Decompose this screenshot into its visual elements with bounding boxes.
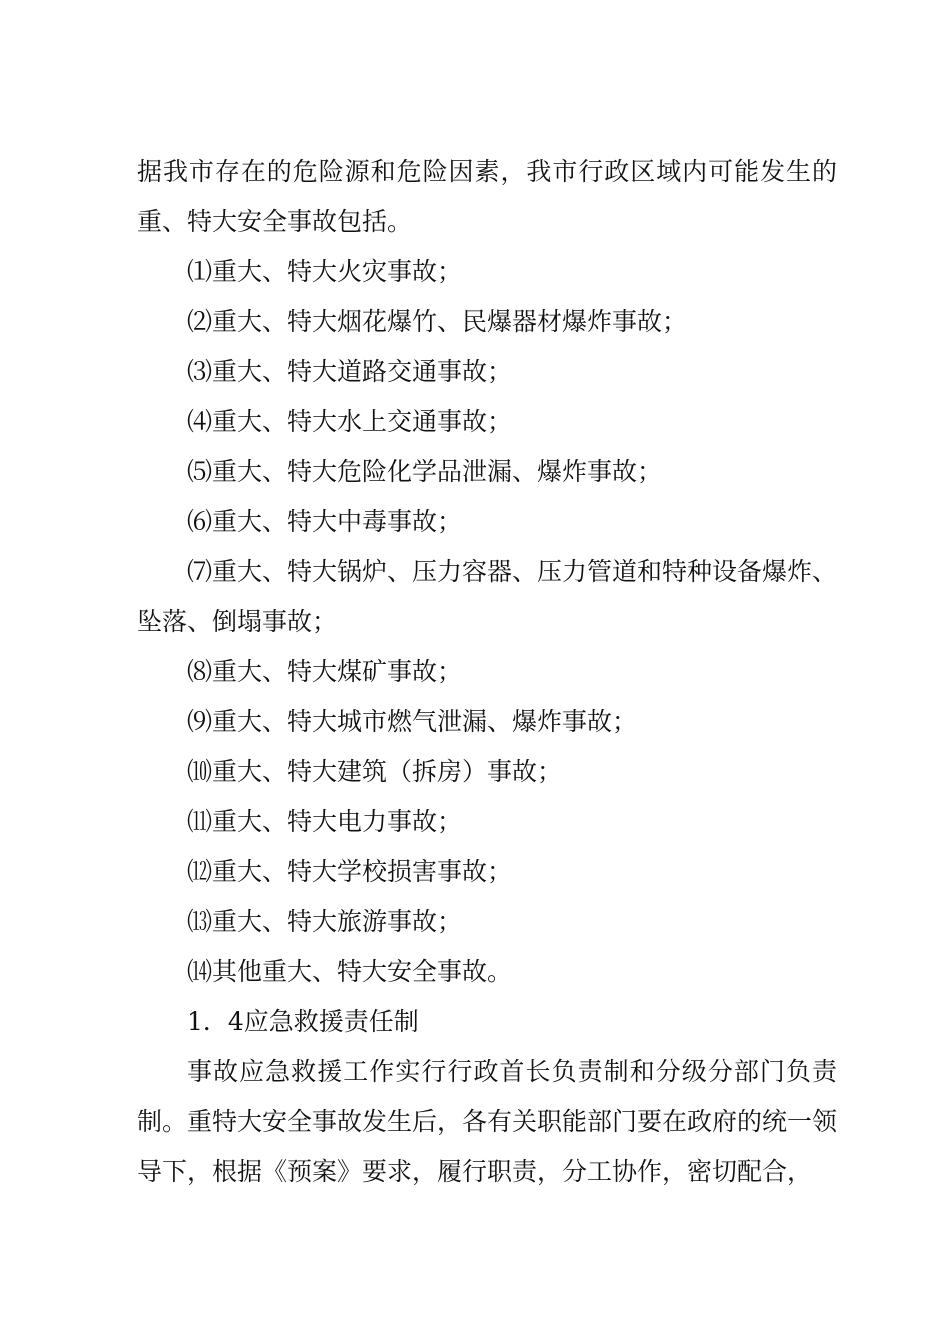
section-body-paragraph: 事故应急救援工作实行行政首长负责制和分级分部门负责制。重特大安全事故发生后，各有关职能部门要在政府的统一领导下，根据《预案》要求，履行职责，分工协作，密切配合， bbox=[137, 1057, 838, 1186]
section-heading: 1．4应急救援责任制 bbox=[187, 1007, 419, 1036]
document-body bbox=[137, 147, 837, 1197]
list-item: ⑶重大、特大道路交通事故； bbox=[187, 357, 513, 386]
list-item: ⑵重大、特大烟花爆竹、民爆器材爆炸事故； bbox=[187, 307, 688, 336]
list-item: ⑽重大、特大建筑（拆房）事故； bbox=[187, 757, 563, 786]
list-item: ⑸重大、特大危险化学品泄漏、爆炸事故； bbox=[187, 457, 663, 486]
list-item: ⑻重大、特大煤矿事故； bbox=[187, 657, 463, 686]
list-item: ⑷重大、特大水上交通事故； bbox=[187, 407, 513, 436]
list-item: ⑿重大、特大学校损害事故； bbox=[187, 857, 513, 886]
list-item: ⑴重大、特大火灾事故； bbox=[187, 257, 463, 286]
list-item: ⒀重大、特大旅游事故； bbox=[187, 907, 463, 936]
list-item: ⒁其他重大、特大安全事故。 bbox=[187, 957, 513, 986]
intro-paragraph: 据我市存在的危险源和危险因素，我市行政区域内可能发生的重、特大安全事故包括。 bbox=[137, 157, 837, 236]
list-item: ⑹重大、特大中毒事故； bbox=[187, 507, 463, 536]
list-item: ⑼重大、特大城市燃气泄漏、爆炸事故； bbox=[187, 707, 638, 736]
list-item: ⑺重大、特大锅炉、压力容器、压力管道和特种设备爆炸、坠落、倒塌事故； bbox=[137, 557, 838, 636]
list-item: ⑾重大、特大电力事故； bbox=[187, 807, 463, 836]
